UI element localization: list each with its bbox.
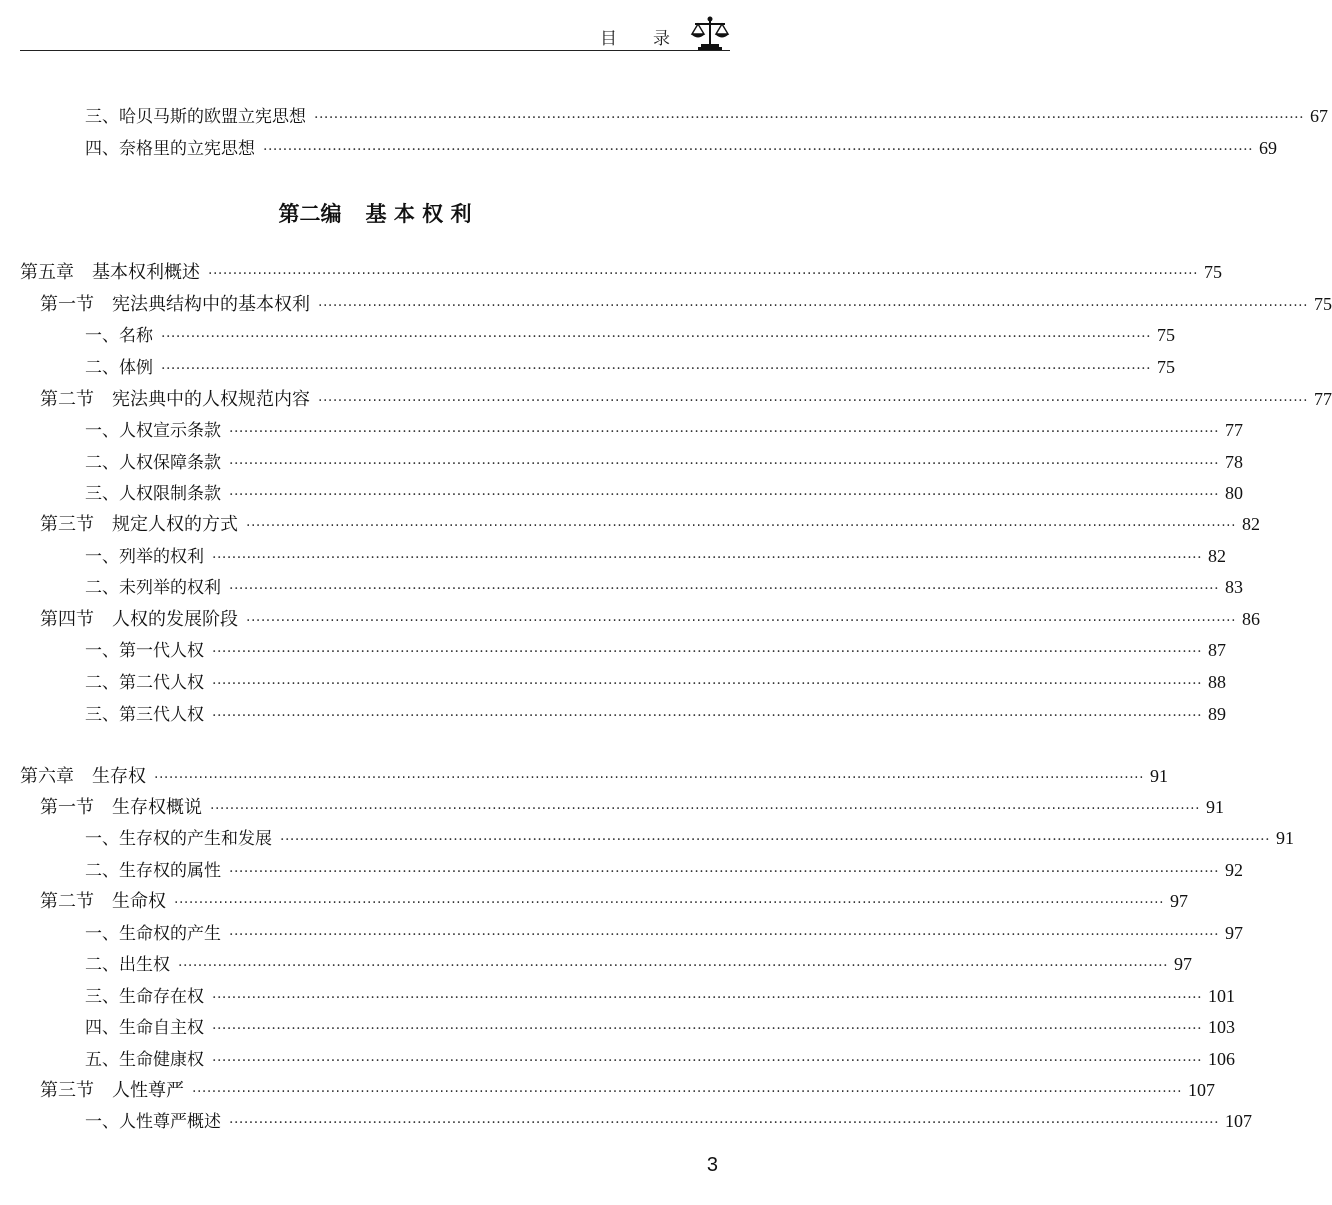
toc-item-page: 92 [1225,860,1244,880]
toc-item[interactable] [85,856,1244,886]
toc-item-page: 101 [1208,986,1236,1006]
toc-item[interactable] [85,700,1227,730]
toc-section[interactable] [40,290,1332,320]
toc-item-label: 二、人权保障条款 [85,453,221,473]
toc-item-page: 103 [1208,1017,1236,1037]
toc-item-label: 四、奈格里的立宪思想 [85,139,255,159]
toc-section-page: 107 [1188,1080,1216,1100]
toc-item-page: 107 [1225,1111,1253,1131]
toc-item[interactable] [85,982,1236,1012]
section-label: 第二节 [40,389,94,410]
leader-dots: ········································································································································································································ [210,801,1201,817]
toc-item[interactable] [85,448,1244,478]
section-label: 第一节 [40,294,94,315]
section-label: 第二节 [40,891,94,912]
toc-item-page: 97 [1174,954,1193,974]
section-title: 宪法典中的人权规范内容 [112,389,310,410]
toc-section[interactable] [40,605,1261,635]
toc-item-label: 一、人权宣示条款 [85,421,221,441]
leader-dots: ········································································································································································································ [280,832,1271,848]
chapter-label: 第六章 [20,766,74,787]
toc-chapter[interactable] [20,258,1223,288]
toc-item-label: 二、未列举的权利 [85,578,221,598]
toc-item[interactable] [85,824,1295,854]
header-title-char-2: 录 [653,29,670,49]
toc-item-page: 75 [1157,325,1176,345]
toc-item-label: 二、生存权的属性 [85,861,221,881]
toc-item-label: 二、第二代人权 [85,673,204,693]
toc-item-page: 88 [1208,672,1227,692]
toc-item[interactable] [85,542,1227,572]
leader-dots: ········································································································································································································ [212,644,1203,660]
toc-chapter-page: 91 [1150,766,1169,786]
toc-item-label: 四、生命自主权 [85,1018,204,1038]
leader-dots: ········································································································································································································ [314,110,1305,126]
section-label: 第三节 [40,1080,94,1101]
toc-item-label: 一、人性尊严概述 [85,1112,221,1132]
toc-item-page: 97 [1225,923,1244,943]
leader-dots: ········································································································································································································ [229,864,1220,880]
toc-item-page: 89 [1208,704,1227,724]
toc-item-page: 106 [1208,1049,1236,1069]
toc-item-page: 80 [1225,483,1244,503]
toc-item-page: 83 [1225,577,1244,597]
leader-dots: ········································································································································································································ [178,958,1169,974]
part-title [0,198,750,228]
toc-section[interactable] [40,887,1189,917]
toc-section-page: 82 [1242,514,1261,534]
toc-item[interactable] [85,919,1244,949]
section-label: 第四节 [40,609,94,630]
leader-dots: ········································································································································································································ [246,613,1237,629]
toc-item-label: 一、生命权的产生 [85,924,221,944]
toc-item-page: 82 [1208,546,1227,566]
toc-item[interactable] [85,102,1329,132]
toc-item[interactable] [85,134,1278,164]
toc-item-label: 三、人权限制条款 [85,484,221,504]
toc-item[interactable] [85,1013,1236,1043]
toc-item-page: 87 [1208,640,1227,660]
leader-dots: ········································································································································································································ [212,1053,1203,1069]
leader-dots: ········································································································································································································ [263,142,1254,158]
part-prefix: 第二编 [278,202,342,226]
toc-item-label: 三、第三代人权 [85,705,204,725]
chapter-label: 第五章 [20,262,74,283]
toc-item-label: 五、生命健康权 [85,1050,204,1070]
toc-chapter[interactable] [20,762,1169,792]
section-title: 人性尊严 [112,1080,184,1101]
section-title: 生命权 [112,891,166,912]
section-label: 第一节 [40,797,94,818]
header-title-char-1: 目 [600,29,617,49]
toc-item-label: 二、出生权 [85,955,170,975]
toc-section-page: 86 [1242,609,1261,629]
running-header [20,0,730,52]
leader-dots: ········································································································································································································ [246,518,1237,534]
toc-item-page: 77 [1225,420,1244,440]
toc-section-page: 75 [1314,294,1332,314]
toc-section-page: 97 [1170,891,1189,911]
leader-dots: ········································································································································································································ [229,424,1220,440]
toc-item-label: 一、名称 [85,326,153,346]
leader-dots: ········································································································································································································ [229,581,1220,597]
leader-dots: ········································································································································································································ [318,393,1309,409]
toc-section-page: 91 [1206,797,1225,817]
leader-dots: ········································································································································································································ [229,927,1220,943]
leader-dots: ········································································································································································································ [318,298,1309,314]
leader-dots: ········································································································································································································ [192,1084,1183,1100]
toc-section[interactable] [40,385,1332,415]
leader-dots: ········································································································································································································ [154,770,1145,786]
toc-item-label: 一、第一代人权 [85,641,204,661]
leader-dots: ········································································································································································································ [229,456,1220,472]
leader-dots: ········································································································································································································ [229,487,1220,503]
toc-item-label: 二、体例 [85,358,153,378]
leader-dots: ········································································································································································································ [174,895,1165,911]
toc-item[interactable] [85,668,1227,698]
toc-item[interactable] [85,573,1244,603]
toc-item-page: 75 [1157,357,1176,377]
section-title: 宪法典结构中的基本权利 [112,294,310,315]
toc-item-label: 三、哈贝马斯的欧盟立宪思想 [85,107,306,127]
leader-dots: ········································································································································································································ [229,1115,1220,1131]
toc-item[interactable] [85,416,1244,446]
toc-item-page: 78 [1225,452,1244,472]
section-title: 规定人权的方式 [112,514,238,535]
toc-item-label: 一、生存权的产生和发展 [85,829,272,849]
toc-item[interactable] [85,321,1176,351]
section-label: 第三节 [40,514,94,535]
toc-item[interactable] [85,1107,1253,1137]
toc-section[interactable] [40,1076,1216,1106]
scale-of-justice-icon [690,14,730,52]
toc-item-page: 67 [1310,106,1329,126]
toc-item[interactable] [85,1045,1236,1075]
chapter-title: 基本权利概述 [92,262,200,283]
toc-section-page: 77 [1314,389,1332,409]
leader-dots: ········································································································································································································ [212,676,1203,692]
leader-dots: ········································································································································································································ [208,266,1199,282]
toc-item-label: 一、列举的权利 [85,547,204,567]
toc-item[interactable] [85,353,1176,383]
section-title: 人权的发展阶段 [112,609,238,630]
toc-item-label: 三、生命存在权 [85,987,204,1007]
leader-dots: ········································································································································································································ [212,550,1203,566]
toc-chapter-page: 75 [1204,262,1223,282]
section-title: 生存权概说 [112,797,202,818]
toc-item-page: 91 [1276,828,1295,848]
leader-dots: ········································································································································································································ [212,990,1203,1006]
toc-item[interactable] [85,636,1227,666]
leader-dots: ········································································································································································································ [212,1021,1203,1037]
leader-dots: ········································································································································································································ [161,361,1152,377]
header-rule [20,50,730,51]
part-name: 基 本 权 利 [365,202,472,226]
toc-item[interactable] [85,479,1244,509]
leader-dots: ········································································································································································································ [212,708,1203,724]
toc-section[interactable] [40,793,1225,823]
chapter-title: 生存权 [92,766,146,787]
toc-item-page: 69 [1259,138,1278,158]
header-title [600,24,670,49]
leader-dots: ········································································································································································································ [161,329,1152,345]
page-number: 3 [706,1154,718,1176]
toc-item[interactable] [85,950,1193,980]
toc-section[interactable] [40,510,1261,540]
